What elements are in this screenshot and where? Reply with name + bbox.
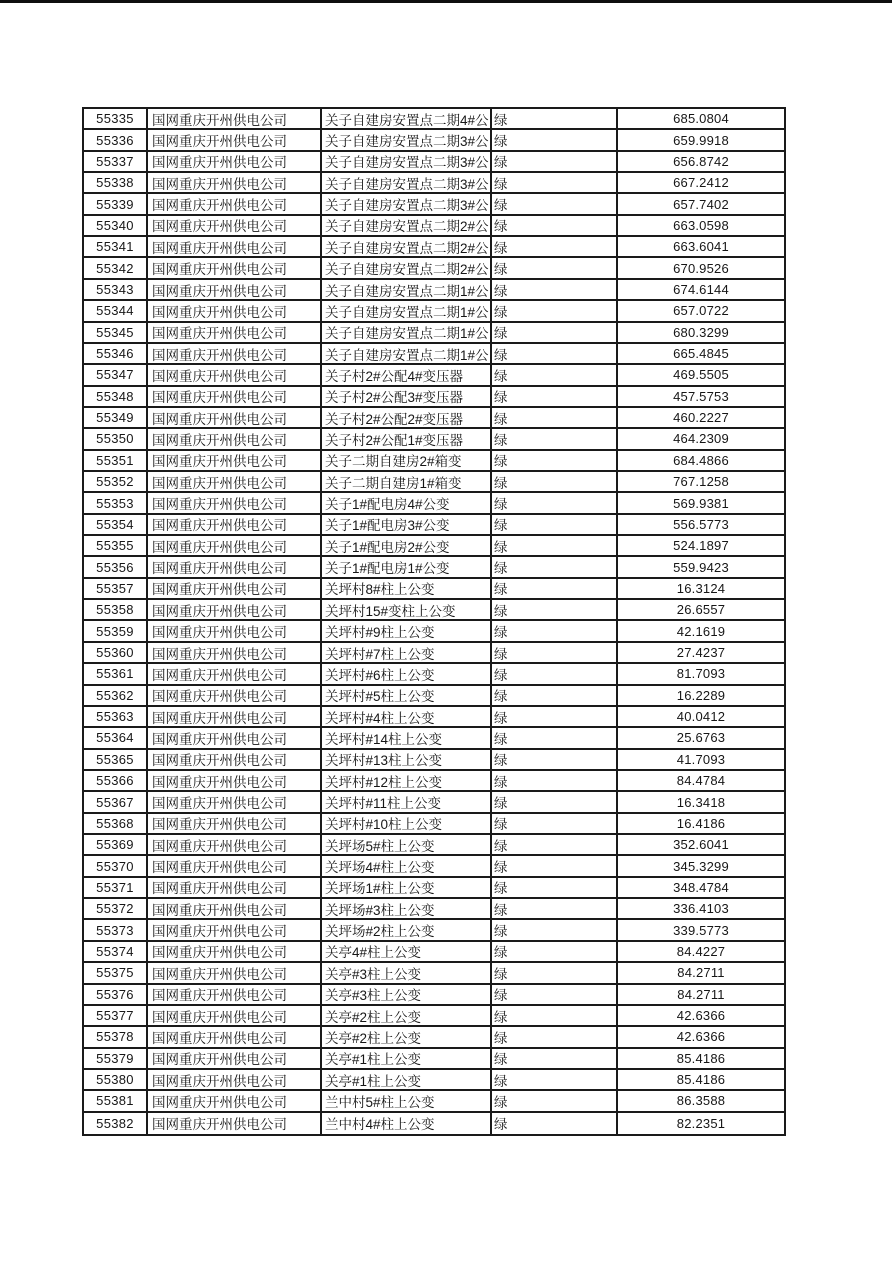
cell-status: 绿 — [492, 942, 618, 961]
cell-status: 绿 — [492, 1027, 618, 1046]
cell-company: 国网重庆开州供电公司 — [148, 835, 322, 854]
cell-device-name: 关子自建房安置点二期4#公 — [322, 109, 492, 128]
cell-status: 绿 — [492, 963, 618, 982]
cell-device-name: 关子自建房安置点二期3#公 — [322, 130, 492, 149]
cell-status: 绿 — [492, 536, 618, 555]
cell-status: 绿 — [492, 664, 618, 683]
cell-status: 绿 — [492, 750, 618, 769]
table-row — [84, 707, 784, 728]
cell-value: 42.6366 — [676, 1029, 726, 1045]
cell-device-name: 关坪村#6柱上公变 — [322, 664, 492, 683]
cell-value: 85.4186 — [676, 1072, 726, 1088]
page-top-rule — [0, 0, 892, 3]
cell-device-name: 关子1#配电房4#公变 — [322, 493, 492, 512]
cell-row-id: 55364 — [84, 728, 148, 747]
cell-company: 国网重庆开州供电公司 — [148, 237, 322, 256]
cell-row-id: 55345 — [84, 323, 148, 342]
cell-status: 绿 — [492, 1006, 618, 1025]
cell-company: 国网重庆开州供电公司 — [148, 963, 322, 982]
table-row — [84, 856, 784, 877]
cell-value: 85.4186 — [676, 1050, 726, 1066]
cell-status: 绿 — [492, 387, 618, 406]
cell-value: 464.2309 — [673, 431, 729, 447]
cell-row-id: 55361 — [84, 664, 148, 683]
cell-value: 457.5753 — [673, 388, 729, 404]
cell-value: 40.0412 — [676, 709, 726, 725]
cell-company: 国网重庆开州供电公司 — [148, 451, 322, 470]
cell-row-id: 55370 — [84, 856, 148, 875]
cell-status: 绿 — [492, 301, 618, 320]
cell-device-name: 关坪村8#柱上公变 — [322, 579, 492, 598]
cell-device-name: 关子1#配电房3#公变 — [322, 515, 492, 534]
table-row — [84, 728, 784, 749]
cell-status: 绿 — [492, 814, 618, 833]
cell-value: 16.4186 — [676, 815, 726, 831]
cell-device-name: 关亭#2柱上公变 — [322, 1027, 492, 1046]
table-row — [84, 387, 784, 408]
cell-company: 国网重庆开州供电公司 — [148, 429, 322, 448]
cell-value: 42.6366 — [676, 1008, 726, 1024]
cell-company: 国网重庆开州供电公司 — [148, 173, 322, 192]
cell-value: 345.3299 — [673, 858, 729, 874]
table-row — [84, 109, 784, 130]
table-row — [84, 792, 784, 813]
cell-value: 81.7093 — [676, 666, 726, 682]
table-row — [84, 429, 784, 450]
cell-device-name: 关坪村#9柱上公变 — [322, 621, 492, 640]
cell-row-id: 55355 — [84, 536, 148, 555]
cell-status: 绿 — [492, 344, 618, 363]
cell-device-name: 关子自建房安置点二期1#公 — [322, 280, 492, 299]
cell-value: 667.2412 — [673, 175, 729, 191]
cell-row-id: 55347 — [84, 365, 148, 384]
cell-company: 国网重庆开州供电公司 — [148, 920, 322, 939]
cell-status: 绿 — [492, 728, 618, 747]
cell-company: 国网重庆开州供电公司 — [148, 493, 322, 512]
cell-company: 国网重庆开州供电公司 — [148, 1113, 322, 1134]
cell-device-name: 关坪村#7柱上公变 — [322, 643, 492, 662]
cell-row-id: 55379 — [84, 1049, 148, 1068]
cell-company: 国网重庆开州供电公司 — [148, 1070, 322, 1089]
table-row — [84, 686, 784, 707]
cell-value: 556.5773 — [673, 516, 729, 532]
cell-row-id: 55338 — [84, 173, 148, 192]
cell-status: 绿 — [492, 878, 618, 897]
cell-row-id: 55349 — [84, 408, 148, 427]
cell-status: 绿 — [492, 579, 618, 598]
cell-value: 84.2711 — [677, 986, 725, 1002]
cell-value: 26.6557 — [676, 602, 726, 618]
cell-row-id: 55335 — [84, 109, 148, 128]
cell-row-id: 55373 — [84, 920, 148, 939]
cell-row-id: 55353 — [84, 493, 148, 512]
cell-row-id: 55341 — [84, 237, 148, 256]
table-row — [84, 1113, 784, 1134]
cell-status: 绿 — [492, 493, 618, 512]
table-row — [84, 621, 784, 642]
table-row — [84, 920, 784, 941]
table-row — [84, 963, 784, 984]
cell-value: 670.9526 — [673, 260, 729, 276]
cell-row-id: 55360 — [84, 643, 148, 662]
cell-status: 绿 — [492, 429, 618, 448]
cell-row-id: 55377 — [84, 1006, 148, 1025]
cell-status: 绿 — [492, 408, 618, 427]
cell-status: 绿 — [492, 515, 618, 534]
cell-value: 674.6144 — [673, 282, 729, 297]
cell-row-id: 55378 — [84, 1027, 148, 1046]
cell-value: 339.5773 — [673, 922, 729, 938]
table-row — [84, 451, 784, 472]
cell-device-name: 关子自建房安置点二期3#公 — [322, 194, 492, 213]
cell-value: 348.4784 — [673, 879, 729, 895]
cell-status: 绿 — [492, 194, 618, 213]
cell-company: 国网重庆开州供电公司 — [148, 130, 322, 149]
cell-row-id: 55375 — [84, 963, 148, 982]
cell-company: 国网重庆开州供电公司 — [148, 1006, 322, 1025]
cell-company: 国网重庆开州供电公司 — [148, 707, 322, 726]
cell-row-id: 55367 — [84, 792, 148, 811]
cell-status: 绿 — [492, 1070, 618, 1089]
table-row — [84, 130, 784, 151]
cell-device-name: 关子自建房安置点二期1#公 — [322, 323, 492, 342]
cell-row-id: 55371 — [84, 878, 148, 897]
cell-device-name: 关亭4#柱上公变 — [322, 942, 492, 961]
cell-company: 国网重庆开州供电公司 — [148, 621, 322, 640]
cell-status: 绿 — [492, 451, 618, 470]
cell-value: 659.9918 — [673, 132, 729, 148]
table-row — [84, 771, 784, 792]
cell-company: 国网重庆开州供电公司 — [148, 985, 322, 1004]
cell-device-name: 关子自建房安置点二期2#公 — [322, 258, 492, 277]
cell-company: 国网重庆开州供电公司 — [148, 942, 322, 961]
cell-value: 665.4845 — [673, 346, 729, 362]
cell-company: 国网重庆开州供电公司 — [148, 301, 322, 320]
cell-company: 国网重庆开州供电公司 — [148, 899, 322, 918]
cell-status: 绿 — [492, 173, 618, 192]
table-row — [84, 643, 784, 664]
table-row — [84, 515, 784, 536]
cell-row-id: 55382 — [84, 1113, 148, 1134]
cell-status: 绿 — [492, 323, 618, 342]
cell-device-name: 关子自建房安置点二期2#公 — [322, 237, 492, 256]
cell-status: 绿 — [492, 280, 618, 299]
table-row — [84, 1049, 784, 1070]
table-row — [84, 664, 784, 685]
cell-value: 16.3418 — [676, 794, 726, 810]
table-row — [84, 216, 784, 237]
cell-status: 绿 — [492, 792, 618, 811]
cell-value: 84.2711 — [677, 965, 725, 981]
cell-company: 国网重庆开州供电公司 — [148, 515, 322, 534]
cell-value: 86.3588 — [676, 1093, 726, 1109]
cell-status: 绿 — [492, 365, 618, 384]
cell-device-name: 关子自建房安置点二期1#公 — [322, 344, 492, 363]
cell-row-id: 55342 — [84, 258, 148, 277]
cell-value: 25.6763 — [676, 730, 726, 746]
cell-status: 绿 — [492, 216, 618, 235]
cell-value: 524.1897 — [673, 538, 729, 554]
cell-value: 41.7093 — [676, 751, 726, 767]
cell-device-name: 关子1#配电房1#公变 — [322, 557, 492, 576]
cell-device-name: 关坪村#10柱上公变 — [322, 814, 492, 833]
cell-status: 绿 — [492, 472, 618, 491]
cell-company: 国网重庆开州供电公司 — [148, 258, 322, 277]
cell-row-id: 55376 — [84, 985, 148, 1004]
cell-device-name: 关坪村#11柱上公变 — [322, 792, 492, 811]
cell-value: 469.5505 — [673, 367, 729, 383]
cell-row-id: 55354 — [84, 515, 148, 534]
cell-device-name: 关子自建房安置点二期3#公 — [322, 173, 492, 192]
cell-status: 绿 — [492, 920, 618, 939]
records-table — [82, 107, 786, 1136]
cell-row-id: 55380 — [84, 1070, 148, 1089]
cell-status: 绿 — [492, 621, 618, 640]
cell-value: 569.9381 — [673, 495, 729, 511]
cell-company: 国网重庆开州供电公司 — [148, 600, 322, 619]
cell-device-name: 关子1#配电房2#公变 — [322, 536, 492, 555]
cell-value: 460.2227 — [673, 410, 729, 426]
cell-device-name: 关子村2#公配4#变压器 — [322, 365, 492, 384]
cell-value: 16.2289 — [676, 687, 726, 703]
cell-device-name: 关子自建房安置点二期1#公 — [322, 301, 492, 320]
cell-device-name: 关子自建房安置点二期2#公 — [322, 216, 492, 235]
cell-value: 656.8742 — [673, 153, 729, 169]
cell-row-id: 55340 — [84, 216, 148, 235]
table-row — [84, 194, 784, 215]
table-row — [84, 323, 784, 344]
cell-value: 684.4866 — [673, 452, 729, 468]
cell-value: 352.6041 — [673, 837, 729, 853]
cell-row-id: 55363 — [84, 707, 148, 726]
cell-device-name: 关子村2#公配2#变压器 — [322, 408, 492, 427]
cell-device-name: 关子二期自建房1#箱变 — [322, 472, 492, 491]
cell-company: 国网重庆开州供电公司 — [148, 643, 322, 662]
table-row — [84, 1027, 784, 1048]
table-row — [84, 985, 784, 1006]
cell-device-name: 关坪场#2柱上公变 — [322, 920, 492, 939]
cell-device-name: 关亭#2柱上公变 — [322, 1006, 492, 1025]
cell-status: 绿 — [492, 771, 618, 790]
cell-status: 绿 — [492, 130, 618, 149]
cell-device-name: 兰中村5#柱上公变 — [322, 1091, 492, 1110]
cell-row-id: 55346 — [84, 344, 148, 363]
cell-status: 绿 — [492, 686, 618, 705]
cell-status: 绿 — [492, 1091, 618, 1110]
table-row — [84, 536, 784, 557]
cell-company: 国网重庆开州供电公司 — [148, 323, 322, 342]
table-row — [84, 408, 784, 429]
cell-company: 国网重庆开州供电公司 — [148, 792, 322, 811]
cell-device-name: 关坪村15#变柱上公变 — [322, 600, 492, 619]
cell-row-id: 55343 — [84, 280, 148, 299]
cell-status: 绿 — [492, 985, 618, 1004]
table-row — [84, 835, 784, 856]
cell-value: 657.0722 — [673, 303, 729, 319]
cell-company: 国网重庆开州供电公司 — [148, 728, 322, 747]
table-row — [84, 942, 784, 963]
cell-row-id: 55348 — [84, 387, 148, 406]
cell-row-id: 55374 — [84, 942, 148, 961]
cell-value: 27.4237 — [676, 645, 726, 661]
cell-company: 国网重庆开州供电公司 — [148, 365, 322, 384]
cell-company: 国网重庆开州供电公司 — [148, 344, 322, 363]
table-row — [84, 1091, 784, 1112]
table-row — [84, 814, 784, 835]
cell-row-id: 55381 — [84, 1091, 148, 1110]
cell-company: 国网重庆开州供电公司 — [148, 216, 322, 235]
cell-device-name: 关子村2#公配1#变压器 — [322, 429, 492, 448]
cell-value: 685.0804 — [673, 111, 729, 127]
cell-row-id: 55365 — [84, 750, 148, 769]
cell-company: 国网重庆开州供电公司 — [148, 1091, 322, 1110]
cell-row-id: 55351 — [84, 451, 148, 470]
cell-value: 16.3124 — [676, 580, 726, 596]
cell-row-id: 55357 — [84, 579, 148, 598]
cell-row-id: 55362 — [84, 686, 148, 705]
cell-company: 国网重庆开州供电公司 — [148, 771, 322, 790]
cell-value: 663.6041 — [673, 239, 729, 255]
table-row — [84, 579, 784, 600]
cell-company: 国网重庆开州供电公司 — [148, 536, 322, 555]
table-row — [84, 750, 784, 771]
cell-row-id: 55358 — [84, 600, 148, 619]
cell-status: 绿 — [492, 109, 618, 128]
cell-row-id: 55336 — [84, 130, 148, 149]
cell-device-name: 关亭#1柱上公变 — [322, 1049, 492, 1068]
cell-device-name: 关亭#3柱上公变 — [322, 985, 492, 1004]
cell-row-id: 55344 — [84, 301, 148, 320]
table-row — [84, 344, 784, 365]
cell-row-id: 55369 — [84, 835, 148, 854]
cell-device-name: 关亭#1柱上公变 — [322, 1070, 492, 1089]
cell-status: 绿 — [492, 835, 618, 854]
cell-device-name: 关坪场4#柱上公变 — [322, 856, 492, 875]
cell-status: 绿 — [492, 707, 618, 726]
cell-company: 国网重庆开州供电公司 — [148, 472, 322, 491]
cell-status: 绿 — [492, 1113, 618, 1134]
cell-status: 绿 — [492, 237, 618, 256]
table-row — [84, 899, 784, 920]
table-row — [84, 301, 784, 322]
table-row — [84, 173, 784, 194]
cell-device-name: 关子二期自建房2#箱变 — [322, 451, 492, 470]
cell-company: 国网重庆开州供电公司 — [148, 814, 322, 833]
table-row — [84, 600, 784, 621]
cell-row-id: 55350 — [84, 429, 148, 448]
cell-device-name: 关坪村#4柱上公变 — [322, 707, 492, 726]
cell-company: 国网重庆开州供电公司 — [148, 750, 322, 769]
cell-status: 绿 — [492, 258, 618, 277]
cell-device-name: 关坪村#14柱上公变 — [322, 728, 492, 747]
cell-company: 国网重庆开州供电公司 — [148, 1027, 322, 1046]
cell-device-name: 关坪场1#柱上公变 — [322, 878, 492, 897]
cell-value: 657.7402 — [673, 196, 729, 212]
cell-status: 绿 — [492, 1049, 618, 1068]
cell-row-id: 55337 — [84, 152, 148, 171]
table-row — [84, 472, 784, 493]
cell-device-name: 关坪村#13柱上公变 — [322, 750, 492, 769]
cell-row-id: 55372 — [84, 899, 148, 918]
table-row — [84, 557, 784, 578]
cell-device-name: 关坪场#3柱上公变 — [322, 899, 492, 918]
cell-company: 国网重庆开州供电公司 — [148, 109, 322, 128]
table-row — [84, 1070, 784, 1091]
table-row — [84, 237, 784, 258]
table-row — [84, 365, 784, 386]
cell-value: 84.4784 — [676, 773, 726, 789]
cell-company: 国网重庆开州供电公司 — [148, 387, 322, 406]
cell-status: 绿 — [492, 152, 618, 171]
cell-status: 绿 — [492, 557, 618, 576]
cell-device-name: 兰中村4#柱上公变 — [322, 1113, 492, 1134]
cell-company: 国网重庆开州供电公司 — [148, 579, 322, 598]
cell-status: 绿 — [492, 899, 618, 918]
cell-company: 国网重庆开州供电公司 — [148, 557, 322, 576]
cell-company: 国网重庆开州供电公司 — [148, 280, 322, 299]
table-row — [84, 1006, 784, 1027]
cell-row-id: 55368 — [84, 814, 148, 833]
cell-value: 336.4103 — [673, 901, 729, 917]
cell-status: 绿 — [492, 856, 618, 875]
cell-device-name: 关子村2#公配3#变压器 — [322, 387, 492, 406]
cell-company: 国网重庆开州供电公司 — [148, 1049, 322, 1068]
cell-row-id: 55352 — [84, 472, 148, 491]
cell-device-name: 关坪村#5柱上公变 — [322, 686, 492, 705]
cell-company: 国网重庆开州供电公司 — [148, 856, 322, 875]
cell-status: 绿 — [492, 643, 618, 662]
cell-row-id: 55366 — [84, 771, 148, 790]
cell-company: 国网重庆开州供电公司 — [148, 878, 322, 897]
cell-value: 559.9423 — [673, 559, 729, 575]
cell-device-name: 关坪村#12柱上公变 — [322, 771, 492, 790]
cell-company: 国网重庆开州供电公司 — [148, 664, 322, 683]
cell-device-name: 关坪场5#柱上公变 — [322, 835, 492, 854]
cell-value: 680.3299 — [673, 324, 729, 340]
cell-row-id: 55356 — [84, 557, 148, 576]
cell-company: 国网重庆开州供电公司 — [148, 194, 322, 213]
table-row — [84, 280, 784, 301]
cell-value: 663.0598 — [673, 217, 729, 233]
cell-value: 42.1619 — [676, 623, 726, 639]
cell-status: 绿 — [492, 600, 618, 619]
cell-row-id: 55359 — [84, 621, 148, 640]
cell-device-name: 关亭#3柱上公变 — [322, 963, 492, 982]
table-row — [84, 152, 784, 173]
cell-value: 82.2351 — [676, 1115, 726, 1131]
cell-value: 84.4227 — [676, 943, 726, 959]
cell-company: 国网重庆开州供电公司 — [148, 408, 322, 427]
table-row — [84, 258, 784, 279]
table-row — [84, 878, 784, 899]
cell-company: 国网重庆开州供电公司 — [148, 686, 322, 705]
cell-value: 767.1258 — [673, 474, 729, 490]
cell-company: 国网重庆开州供电公司 — [148, 152, 322, 171]
cell-row-id: 55339 — [84, 194, 148, 213]
table-row — [84, 493, 784, 514]
cell-device-name: 关子自建房安置点二期3#公 — [322, 152, 492, 171]
